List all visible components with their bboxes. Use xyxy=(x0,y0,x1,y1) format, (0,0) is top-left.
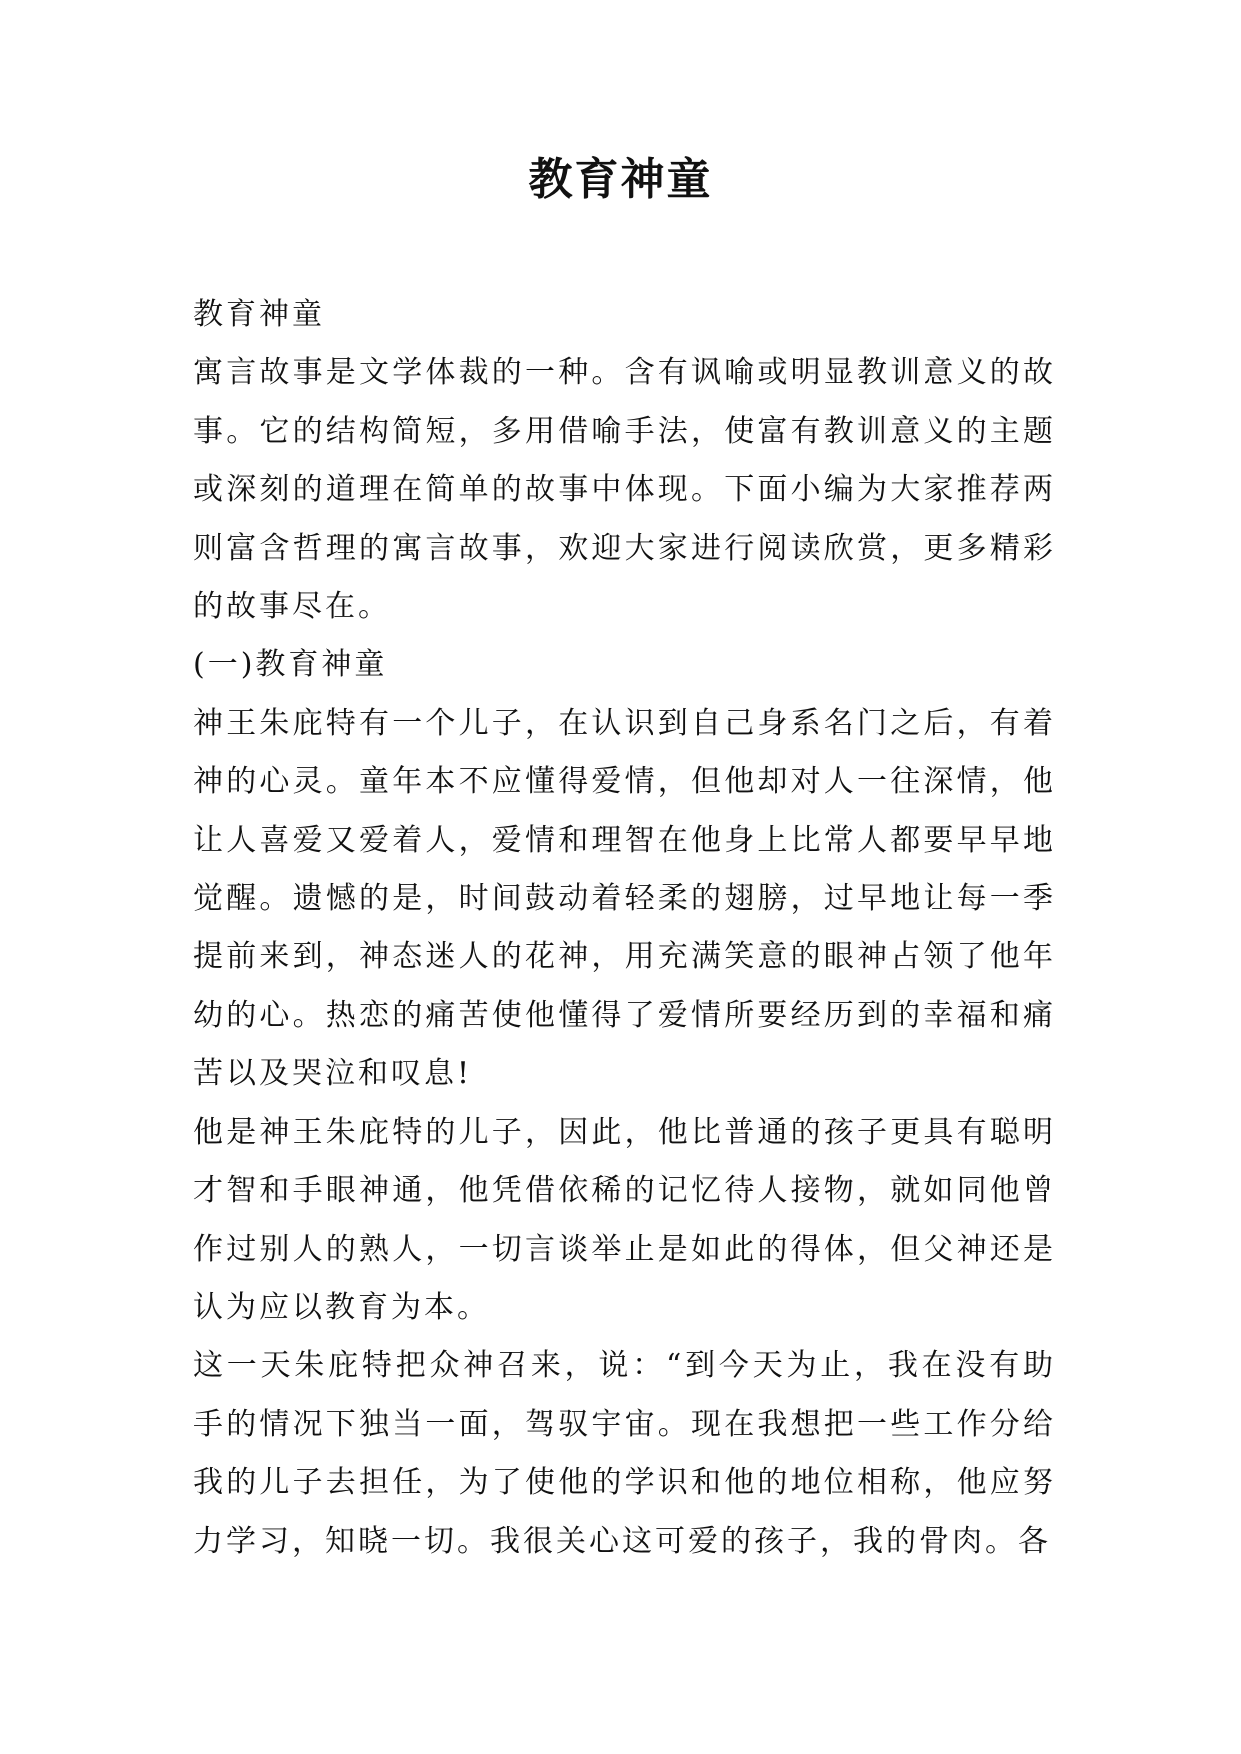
story-paragraph: 这一天朱庇特把众神召来，说：“到今天为止，我在没有助手的情况下独当一面，驾驭宇宙。现在我想把一些工作分给我的儿子去担任，为了使他的学识和他的地位相称，他应努力学习，知晓一切。我很关心这可爱的孩子，我的骨肉。各 xyxy=(193,1348,1056,1559)
document-body xyxy=(193,286,1056,1571)
story-paragraph: 神王朱庇特有一个儿子，在认识到自己身系名门之后，有着神的心灵。童年本不应懂得爱情，但他却对人一往深情，他让人喜爱又爱着人，爱情和理智在他身上比常人都要早早地觉醒。遗憾的是，时间鼓动着轻柔的翅膀，过早地让每一季提前来到，神态迷人的花神，用充满笑意的眼神占领了他年幼的心。热恋的痛苦使他懂得了爱情所要经历到的幸福和痛苦以及哭泣和叹息! xyxy=(193,705,1056,1092)
intro-paragraph: 寓言故事是文学体裁的一种。含有讽喻或明显教训意义的故事。它的结构简短，多用借喻手法，使富有教训意义的主题或深刻的道理在简单的故事中体现。下面小编为大家推荐两则富含哲理的寓言故事，欢迎大家进行阅读欣赏，更多精彩的故事尽在。 xyxy=(193,355,1056,625)
page-title: 教育神童 xyxy=(528,154,713,205)
section-heading: 教育神童 xyxy=(193,297,325,332)
story-paragraph: 他是神王朱庇特的儿子，因此，他比普通的孩子更具有聪明才智和手眼神通，他凭借依稀的记忆待人接物，就如同他曾作过别人的熟人，一切言谈举止是如此的得体，但父神还是认为应以教育为本。 xyxy=(193,1114,1056,1325)
story-heading: (一)教育神童 xyxy=(193,647,388,683)
